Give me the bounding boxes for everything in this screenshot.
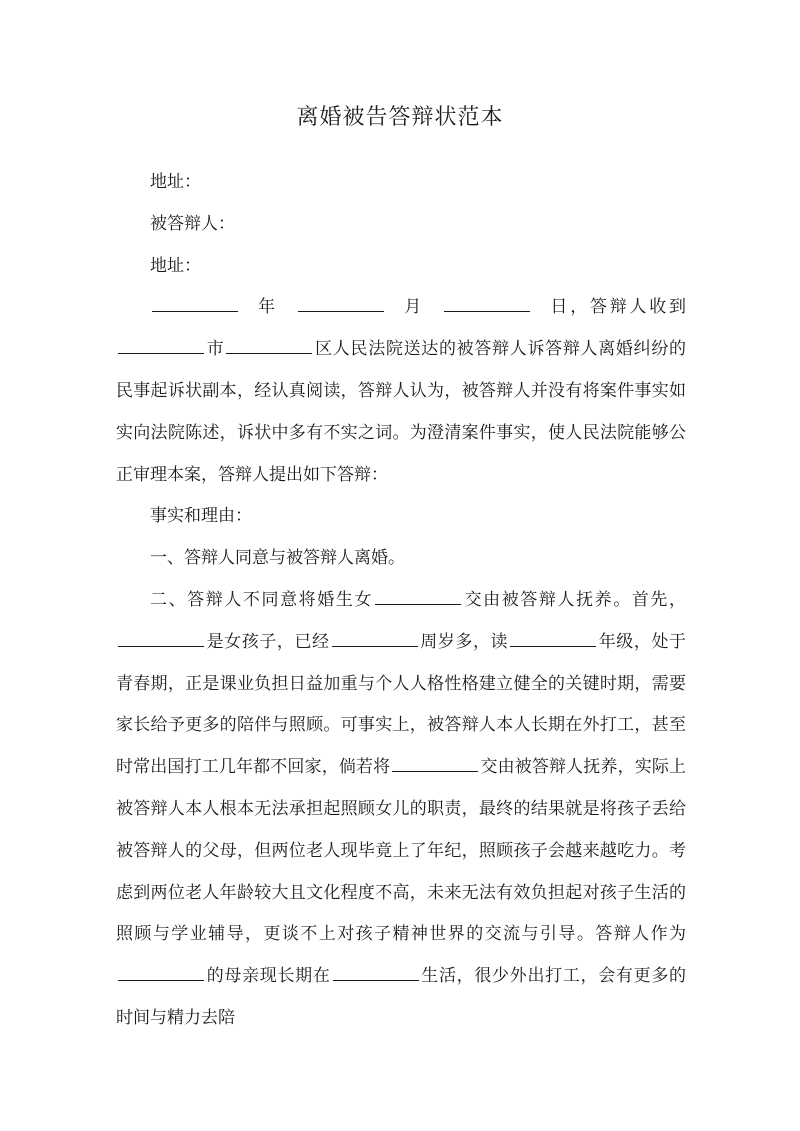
blank-age bbox=[332, 626, 418, 647]
blank-day bbox=[444, 291, 530, 312]
blank-grade bbox=[510, 626, 596, 647]
blank-location bbox=[333, 960, 419, 981]
blank-child-name-4 bbox=[118, 960, 204, 981]
point-one-text: 一、答辩人同意与被答辩人离婚。 bbox=[150, 548, 405, 569]
year-text: 年 bbox=[258, 297, 278, 318]
point-two-part: 生活，很少外出打工，会有更多的时间与精力去陪 bbox=[116, 966, 687, 1028]
blank-child-name-3 bbox=[392, 751, 478, 772]
point-two bbox=[116, 580, 686, 1040]
facts-heading-text: 事实和理由： bbox=[150, 506, 252, 527]
document-title: 离婚被告答辩状范本 bbox=[296, 105, 504, 130]
point-two-part: 年级，处于青春期，正是课业负担日益加重与个人人格性格建立健全的关键时期，需要家长给予更多的陪伴与照顾。可事实上，被答辩人本人长期在外打工，甚至时常出国打工几年都不回家，倘若将 bbox=[116, 631, 687, 778]
point-two-part: 的母亲现长期在 bbox=[206, 966, 331, 987]
address-label: 地址： bbox=[150, 172, 201, 192]
intro-paragraph bbox=[116, 287, 686, 496]
point-two-part: 交由被答辩人抚养，实际上被答辩人本人根本无法承担起照顾女儿的职责，最终的结果就是将孩子丢给被答辩人的父母，但两位老人现毕竟上了年纪，照顾孩子会越来越吃力。考虑到两位老人年龄较大且文化程度不高，未来无法有效负担起对孩子生活的照顾与学业辅导，更谈不上对孩子精神世界的交流与引导。答辩人作为 bbox=[116, 757, 687, 945]
address-line-1 bbox=[116, 162, 686, 204]
point-two-part: 交由被答辩人抚养。首先， bbox=[463, 589, 686, 610]
blank-city bbox=[118, 333, 204, 354]
intro-rest: 区人民法院送达的被答辩人诉答辩人离婚纠纷的民事起诉状副本，经认真阅读，答辩人认为，被答辩人并没有将案件事实如实向法院陈述，诉状中多有不实之词。为澄清案件事实，使人民法院能够公正审理本案，答辩人提出如下答辩： bbox=[116, 339, 687, 485]
address-line-2 bbox=[116, 246, 686, 288]
point-two-part: 二、答辩人不同意将婚生女 bbox=[150, 589, 373, 610]
address-label: 地址： bbox=[150, 255, 201, 276]
day-text: 日，答辩人收到 bbox=[550, 297, 687, 318]
month-text: 月 bbox=[404, 297, 425, 318]
blank-year bbox=[152, 291, 238, 312]
blank-month bbox=[298, 291, 384, 312]
respondent-label: 被答辩人： bbox=[150, 213, 235, 234]
point-two-part: 周岁多，读 bbox=[419, 631, 509, 652]
facts-heading bbox=[116, 496, 686, 538]
point-one bbox=[116, 538, 686, 580]
point-two-part: 是女孩子，已经 bbox=[206, 631, 330, 652]
document-body bbox=[116, 162, 686, 1040]
blank-district bbox=[226, 333, 312, 354]
blank-child-name bbox=[375, 584, 461, 605]
respondent-line bbox=[116, 204, 686, 246]
blank-child-name-2 bbox=[118, 626, 204, 647]
city-text: 市 bbox=[206, 339, 225, 360]
